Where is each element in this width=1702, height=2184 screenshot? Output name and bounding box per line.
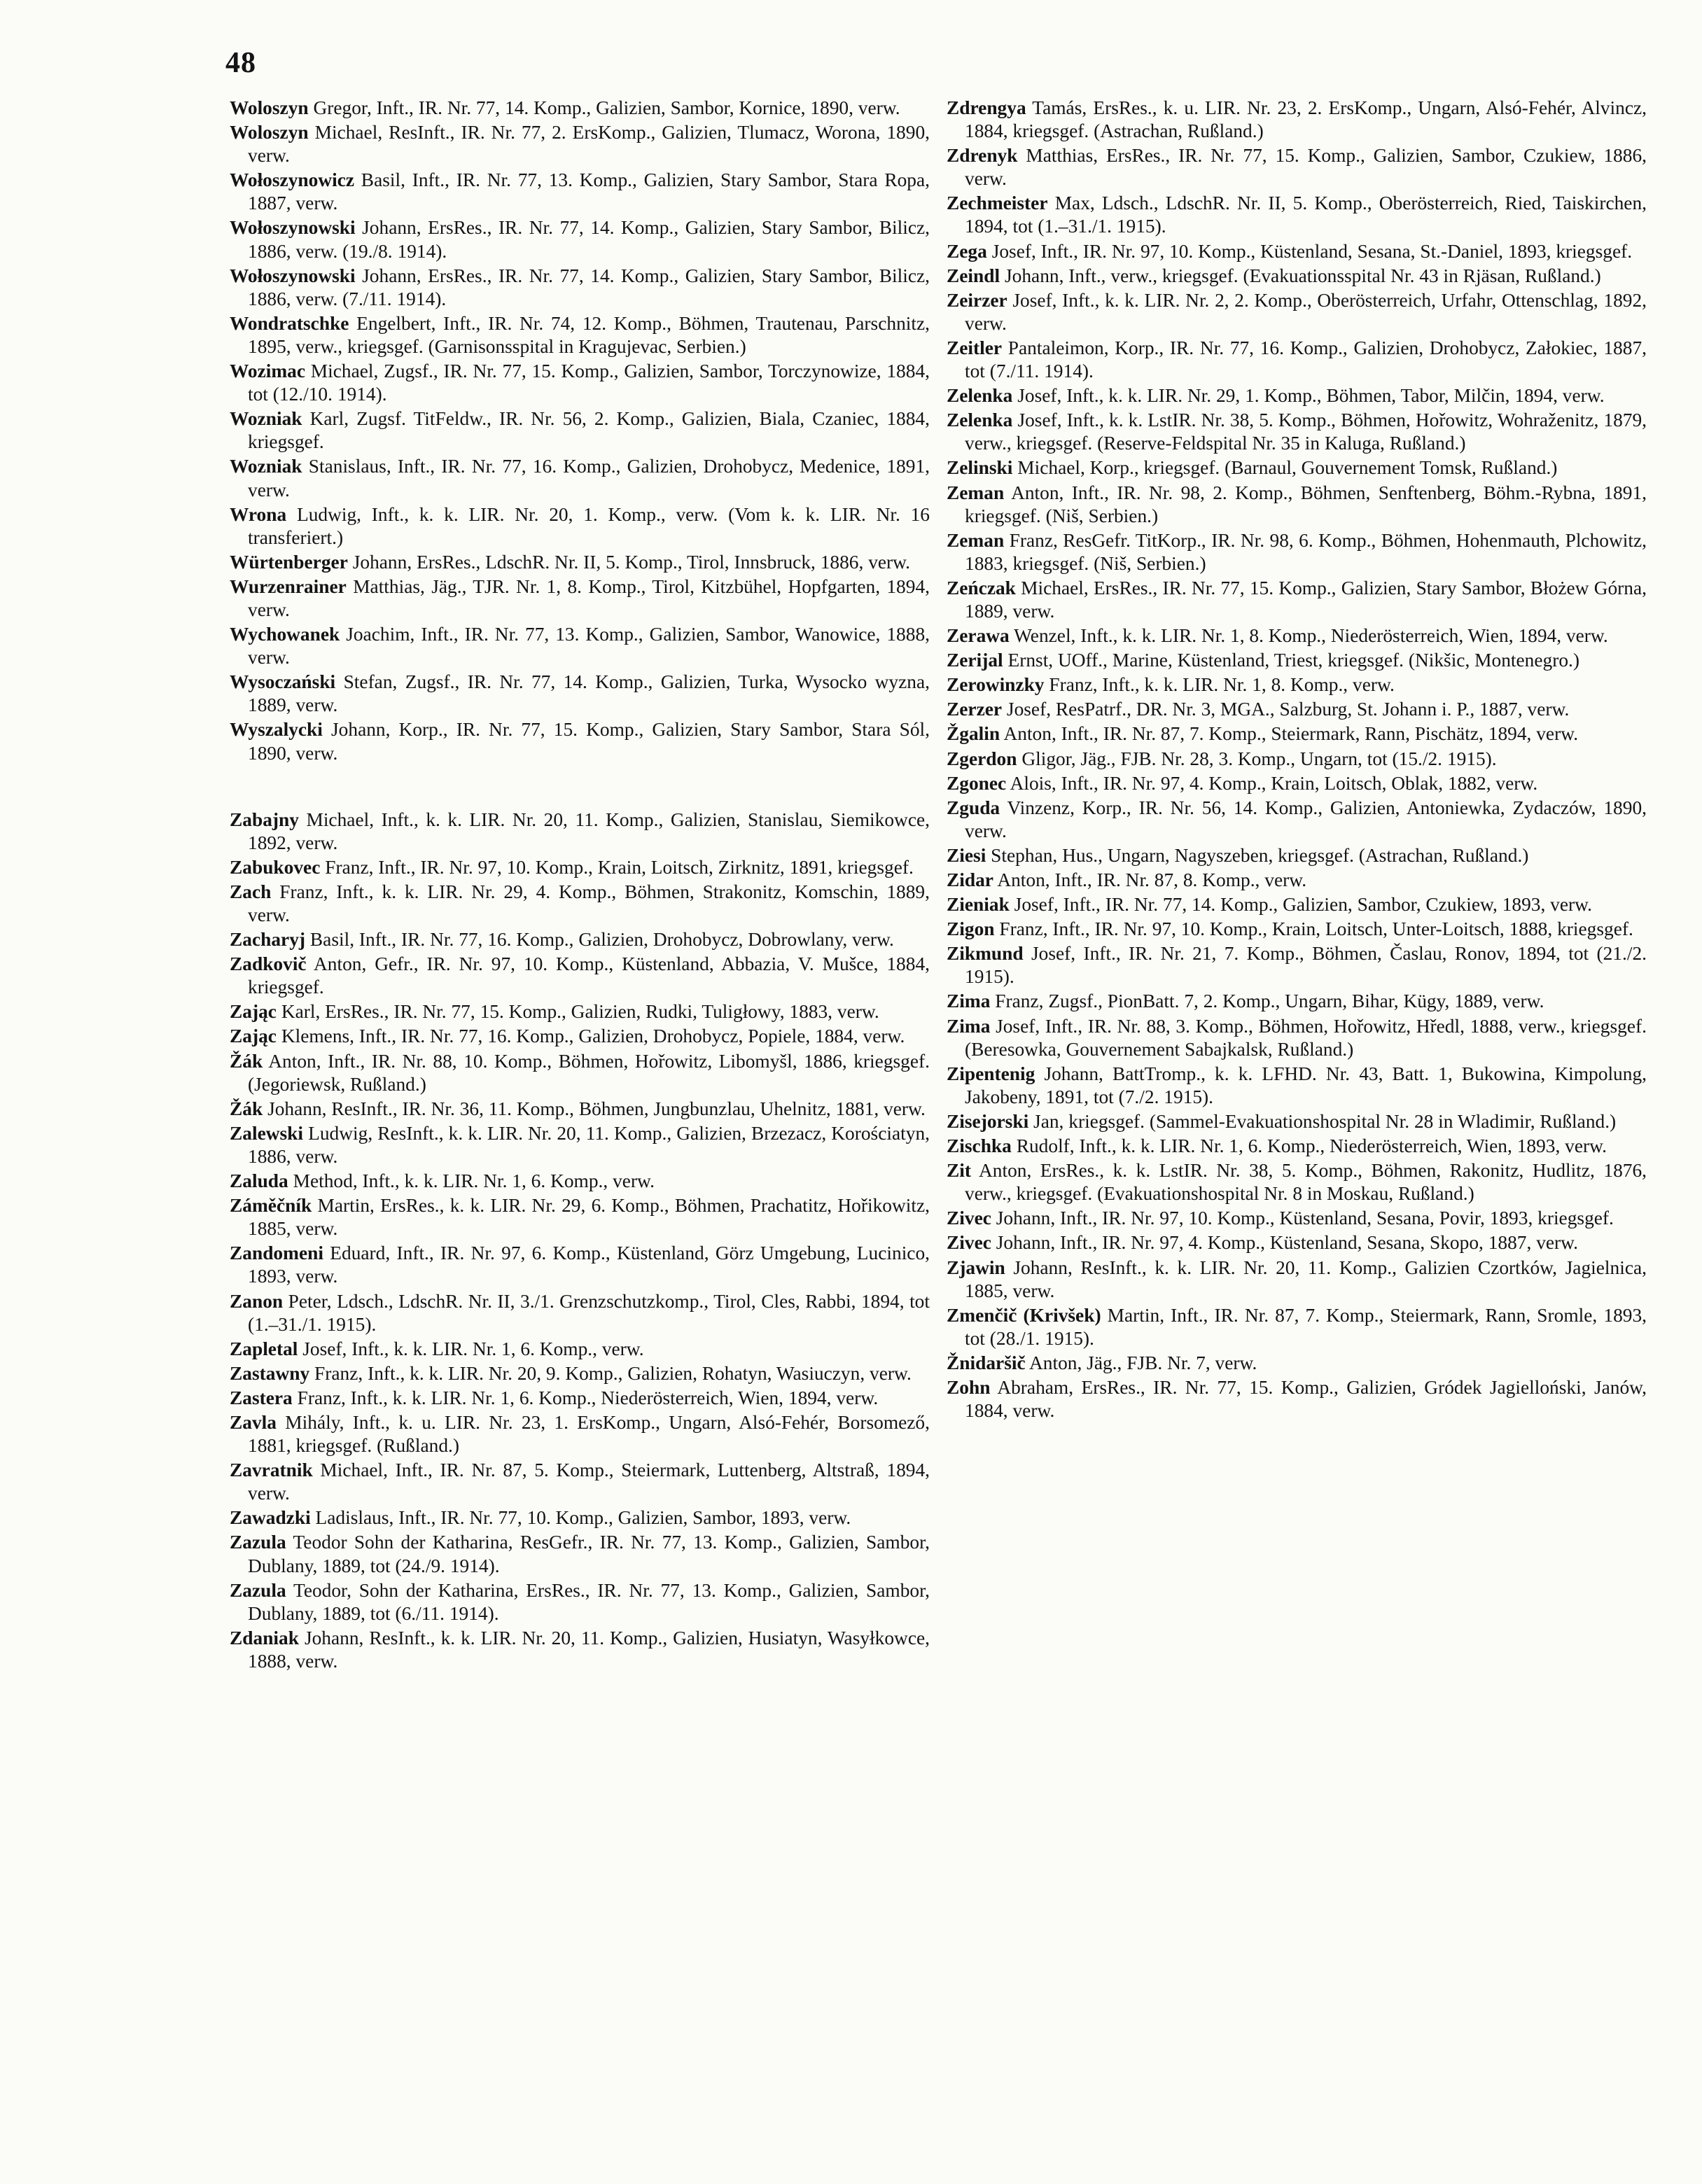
list-item: Wyszalycki Johann, Korp., IR. Nr. 77, 15. Komp., Galizien, Stary Sambor, Stara Sól, 1890, verw.	[230, 719, 930, 764]
list-item: Zerijal Ernst, UOff., Marine, Küstenland, Triest, kriegsgef. (Nikšic, Montenegro.)	[947, 650, 1580, 671]
list-item: Zohn Abraham, ErsRes., IR. Nr. 77, 15. Komp., Galizien, Gródek Jagielloński, Janów, 1884, verw.	[947, 1376, 1647, 1422]
list-item: Zapletal Josef, Inft., k. k. LIR. Nr. 1, 6. Komp., verw.	[230, 1338, 644, 1359]
list-item: Zastera Franz, Inft., k. k. LIR. Nr. 1, 6. Komp., Niederösterreich, Wien, 1894, verw.	[230, 1387, 879, 1408]
list-item: Zidar Anton, Inft., IR. Nr. 87, 8. Komp., verw.	[947, 869, 1307, 890]
list-item: Zastawny Franz, Inft., k. k. LIR. Nr. 20, 9. Komp., Galizien, Rohatyn, Wasiuczyn, verw.	[230, 1362, 912, 1384]
list-item: Zdrenyk Matthias, ErsRes., IR. Nr. 77, 15. Komp., Galizien, Sambor, Czukiew, 1886, verw.	[947, 145, 1647, 190]
list-item: Zacharyj Basil, Inft., IR. Nr. 77, 16. Komp., Galizien, Drohobycz, Dobrowlany, verw.	[230, 929, 894, 951]
list-item: Zdrengya Tamás, ErsRes., k. u. LIR. Nr. 23, 2. ErsKomp., Ungarn, Alsó-Fehér, Alvincz, 1884, kriegsgef. (Astrachan, Rußland.)	[947, 97, 1647, 142]
list-item: Zelenka Josef, Inft., k. k. LstIR. Nr. 38, 5. Komp., Böhmen, Hořowitz, Wohraženitz, 1879, verw., kriegsgef. (Reserve-Feldspital Nr. 35 in Kaluga, Rußland.)	[947, 410, 1647, 454]
list-item: Zgerdon Gligor, Jäg., FJB. Nr. 28, 3. Komp., Ungarn, tot (15./2. 1915).	[947, 748, 1497, 769]
list-item: Zerzer Josef, ResPatrf., DR. Nr. 3, MGA., Salzburg, St. Johann i. P., 1887, verw.	[947, 699, 1570, 720]
list-item: Zit Anton, ErsRes., k. k. LstIR. Nr. 38, 5. Komp., Böhmen, Rakonitz, Hudlitz, 1876, verw., kriegsgef. (Evakuationshospital Nr. 8 in Moskau, Rußland.)	[947, 1160, 1647, 1205]
list-item: Žák Anton, Inft., IR. Nr. 88, 10. Komp., Böhmen, Hořowitz, Libomyšl, 1886, kriegsgef. (Jegoriewsk, Rußland.)	[230, 1050, 930, 1095]
list-item: Zigon Franz, Inft., IR. Nr. 97, 10. Komp., Krain, Loitsch, Unter-Loitsch, 1888, kriegsgef.	[947, 918, 1633, 940]
right-column	[947, 97, 1647, 1424]
list-item: Zelinski Michael, Korp., kriegsgef. (Barnaul, Gouvernement Tomsk, Rußland.)	[947, 457, 1558, 479]
list-item: Zabajny Michael, Inft., k. k. LIR. Nr. 20, 11. Komp., Galizien, Stanislau, Siemikowce, 1892, verw.	[230, 808, 930, 853]
list-item: Wołoszynowski Johann, ErsRes., IR. Nr. 77, 14. Komp., Galizien, Stary Sambor, Bilicz, 1886, verw. (19./8. 1914).	[230, 217, 930, 262]
list-item: Zima Franz, Zugsf., PionBatt. 7, 2. Komp., Ungarn, Bihar, Kügy, 1889, verw.	[947, 990, 1544, 1012]
list-item: Wozniak Stanislaus, Inft., IR. Nr. 77, 16. Komp., Galizien, Drohobycz, Medenice, 1891, verw.	[230, 456, 930, 500]
list-item: Wozimac Michael, Zugsf., IR. Nr. 77, 15. Komp., Galizien, Sambor, Torczynowize, 1884, tot (12./10. 1914).	[230, 360, 930, 405]
list-item: Zmenčič (Krivšek) Martin, Inft., IR. Nr. 87, 7. Komp., Steiermark, Rann, Sromle, 1893, tot (28./1. 1915).	[947, 1304, 1647, 1349]
list-item: Wołoszynowski Johann, ErsRes., IR. Nr. 77, 14. Komp., Galizien, Stary Sambor, Bilicz, 1886, verw. (7./11. 1914).	[230, 265, 930, 309]
list-item: Zerowinzky Franz, Inft., k. k. LIR. Nr. 1, 8. Komp., verw.	[947, 674, 1395, 696]
list-item: Wondratschke Engelbert, Inft., IR. Nr. 74, 12. Komp., Böhmen, Trautenau, Parschnitz, 1895, verw., kriegsgef. (Garnisonsspital in Kragujevac, Serbien.)	[230, 312, 930, 357]
list-item: Zawadzki Ladislaus, Inft., IR. Nr. 77, 10. Komp., Galizien, Sambor, 1893, verw.	[230, 1507, 851, 1529]
list-item: Zeman Franz, ResGefr. TitKorp., IR. Nr. 98, 6. Komp., Böhmen, Hohenmauth, Plchowitz, 1883, kriegsgef. (Niš, Serbien.)	[947, 529, 1647, 574]
list-item: Žnidaršič Anton, Jäg., FJB. Nr. 7, verw.	[947, 1352, 1257, 1373]
list-item: Zivec Johann, Inft., IR. Nr. 97, 10. Komp., Küstenland, Sesana, Povir, 1893, kriegsgef.	[947, 1208, 1614, 1229]
list-item: Zeńczak Michael, ErsRes., IR. Nr. 77, 15. Komp., Galizien, Stary Sambor, Błożew Górna, 1889, verw.	[947, 577, 1647, 622]
list-item: Zeirzer Josef, Inft., k. k. LIR. Nr. 2, 2. Komp., Oberösterreich, Urfahr, Ottenschlag, 1892, verw.	[947, 289, 1647, 334]
list-item: Zivec Johann, Inft., IR. Nr. 97, 4. Komp., Küstenland, Sesana, Skopo, 1887, verw.	[947, 1232, 1579, 1254]
list-item: Zischka Rudolf, Inft., k. k. LIR. Nr. 1, 6. Komp., Niederösterreich, Wien, 1893, verw.	[947, 1135, 1607, 1157]
list-item: Žgalin Anton, Inft., IR. Nr. 87, 7. Komp., Steiermark, Rann, Pischätz, 1894, verw.	[947, 723, 1579, 745]
list-item: Zając Klemens, Inft., IR. Nr. 77, 16. Komp., Galizien, Drohobycz, Popiele, 1884, verw.	[230, 1026, 905, 1047]
list-item: Wychowanek Joachim, Inft., IR. Nr. 77, 13. Komp., Galizien, Sambor, Wanowice, 1888, verw.	[230, 624, 930, 668]
list-item: Zeman Anton, Inft., IR. Nr. 98, 2. Komp., Böhmen, Senftenberg, Böhm.-Rybna, 1891, kriegsgef. (Niš, Serbien.)	[947, 482, 1647, 526]
list-item: Zanon Peter, Ldsch., LdschR. Nr. II, 3./1. Grenzschutzkomp., Tirol, Cles, Rabbi, 1894, tot (1.–31./1. 1915).	[230, 1290, 930, 1335]
list-item: Zechmeister Max, Ldsch., LdschR. Nr. II, 5. Komp., Oberösterreich, Ried, Taiskirchen, 1894, tot (1.–31./1. 1915).	[947, 192, 1647, 237]
list-item: Zazula Teodor, Sohn der Katharina, ErsRes., IR. Nr. 77, 13. Komp., Galizien, Sambor, Dublany, 1889, tot (6./11. 1914).	[230, 1579, 930, 1624]
list-item: Woloszyn Gregor, Inft., IR. Nr. 77, 14. Komp., Galizien, Sambor, Kornice, 1890, verw.	[230, 97, 900, 118]
list-item: Ziesi Stephan, Hus., Ungarn, Nagyszeben, kriegsgef. (Astrachan, Rußland.)	[947, 844, 1529, 866]
page-number: 48	[225, 47, 256, 79]
list-item: Zelenka Josef, Inft., k. k. LIR. Nr. 29, 1. Komp., Böhmen, Tabor, Milčin, 1894, verw.	[947, 385, 1605, 407]
list-item: Wurzenrainer Matthias, Jäg., TJR. Nr. 1, 8. Komp., Tirol, Kitzbühel, Hopfgarten, 1894, verw.	[230, 575, 930, 620]
list-item: Zaluda Method, Inft., k. k. LIR. Nr. 1, 6. Komp., verw.	[230, 1170, 655, 1192]
left-column	[230, 97, 930, 1674]
list-item: Zavratnik Michael, Inft., IR. Nr. 87, 5. Komp., Steiermark, Luttenberg, Altstraß, 1894, verw.	[230, 1460, 930, 1504]
list-item: Zazula Teodor Sohn der Katharina, ResGefr., IR. Nr. 77, 13. Komp., Galizien, Sambor, Dublany, 1889, tot (24./9. 1914).	[230, 1532, 930, 1576]
list-item: Zima Josef, Inft., IR. Nr. 88, 3. Komp., Böhmen, Hořowitz, Hředl, 1888, verw., kriegsgef. (Beresowka, Gouvernement Sabajkalsk, Rußland.)	[947, 1015, 1647, 1060]
list-item: Záměčník Martin, ErsRes., k. k. LIR. Nr. 29, 6. Komp., Böhmen, Prachatitz, Hořikowitz, 1885, verw.	[230, 1195, 930, 1240]
list-item: Zeitler Pantaleimon, Korp., IR. Nr. 77, 16. Komp., Galizien, Drohobycz, Załokiec, 1887, tot (7./11. 1914).	[947, 337, 1647, 382]
list-item: Zając Karl, ErsRes., IR. Nr. 77, 15. Komp., Galizien, Rudki, Tuligłowy, 1883, verw.	[230, 1001, 879, 1023]
list-item: Zgonec Alois, Inft., IR. Nr. 97, 4. Komp., Krain, Loitsch, Oblak, 1882, verw.	[947, 772, 1538, 794]
list-item: Zandomeni Eduard, Inft., IR. Nr. 97, 6. Komp., Küstenland, Görz Umgebung, Lucinico, 1893, verw.	[230, 1242, 930, 1287]
list-item: Zalewski Ludwig, ResInft., k. k. LIR. Nr. 20, 11. Komp., Galizien, Brzezacz, Korościatyn, 1886, verw.	[230, 1122, 930, 1167]
list-item: Zguda Vinzenz, Korp., IR. Nr. 56, 14. Komp., Galizien, Antoniewka, Zydaczów, 1890, verw.	[947, 797, 1647, 841]
list-item: Zdaniak Johann, ResInft., k. k. LIR. Nr. 20, 11. Komp., Galizien, Husiatyn, Wasyłkowce, 1888, verw.	[230, 1627, 930, 1672]
list-item: Zavla Mihály, Inft., k. u. LIR. Nr. 23, 1. ErsKomp., Ungarn, Alsó-Fehér, Borsomező, 1881, kriegsgef. (Rußland.)	[230, 1411, 930, 1457]
list-item: Wysoczański Stefan, Zugsf., IR. Nr. 77, 14. Komp., Galizien, Turka, Wysocko wyzna, 1889, verw.	[230, 671, 930, 716]
list-item: Wozniak Karl, Zugsf. TitFeldw., IR. Nr. 56, 2. Komp., Galizien, Biala, Czaniec, 1884, kriegsgef.	[230, 408, 930, 453]
list-item: Zisejorski Jan, kriegsgef. (Sammel-Evakuationshospital Nr. 28 in Wladimir, Rußland.)	[947, 1110, 1617, 1132]
list-item: Zieniak Josef, Inft., IR. Nr. 77, 14. Komp., Galizien, Sambor, Czukiew, 1893, verw.	[947, 894, 1592, 916]
list-item: Zikmund Josef, Inft., IR. Nr. 21, 7. Komp., Böhmen, Časlau, Ronov, 1894, tot (21./2. 1915).	[947, 943, 1647, 988]
list-item: Žák Johann, ResInft., IR. Nr. 36, 11. Komp., Böhmen, Jungbunzlau, Uhelnitz, 1881, verw.	[230, 1098, 926, 1119]
list-item: Zeindl Johann, Inft., verw., kriegsgef. (Evakuationsspital Nr. 43 in Rjäsan, Rußland.)	[947, 265, 1601, 286]
list-item: Zabukovec Franz, Inft., IR. Nr. 97, 10. Komp., Krain, Loitsch, Zirknitz, 1891, kriegsgef.	[230, 856, 914, 878]
list-item: Zjawin Johann, ResInft., k. k. LIR. Nr. 20, 11. Komp., Galizien Czortków, Jagielnica, 1885, verw.	[947, 1256, 1647, 1301]
list-item: Wołoszynowicz Basil, Inft., IR. Nr. 77, 13. Komp., Galizien, Stary Sambor, Stara Ropa, 1887, verw.	[230, 169, 930, 214]
list-item: Zach Franz, Inft., k. k. LIR. Nr. 29, 4. Komp., Böhmen, Strakonitz, Komschin, 1889, verw.	[230, 881, 930, 925]
list-item: Zadkovič Anton, Gefr., IR. Nr. 97, 10. Komp., Küstenland, Abbazia, V. Mušce, 1884, kriegsgef.	[230, 953, 930, 998]
list-item: Zipentenig Johann, BattTromp., k. k. LFHD. Nr. 43, Batt. 1, Bukowina, Kimpolung, Jakobeny, 1891, tot (7./2. 1915).	[947, 1063, 1647, 1107]
list-item: Zega Josef, Inft., IR. Nr. 97, 10. Komp., Küstenland, Sesana, St.-Daniel, 1893, kriegsgef.	[947, 240, 1633, 262]
list-item: Zerawa Wenzel, Inft., k. k. LIR. Nr. 1, 8. Komp., Niederösterreich, Wien, 1894, verw.	[947, 625, 1608, 647]
list-item: Wrona Ludwig, Inft., k. k. LIR. Nr. 20, 1. Komp., verw. (Vom k. k. LIR. Nr. 16 transferiert.)	[230, 503, 930, 548]
list-item: Würtenberger Johann, ErsRes., LdschR. Nr. II, 5. Komp., Tirol, Innsbruck, 1886, verw.	[230, 551, 911, 573]
list-item: Woloszyn Michael, ResInft., IR. Nr. 77, 2. ErsKomp., Galizien, Tlumacz, Worona, 1890, verw.	[230, 122, 930, 167]
